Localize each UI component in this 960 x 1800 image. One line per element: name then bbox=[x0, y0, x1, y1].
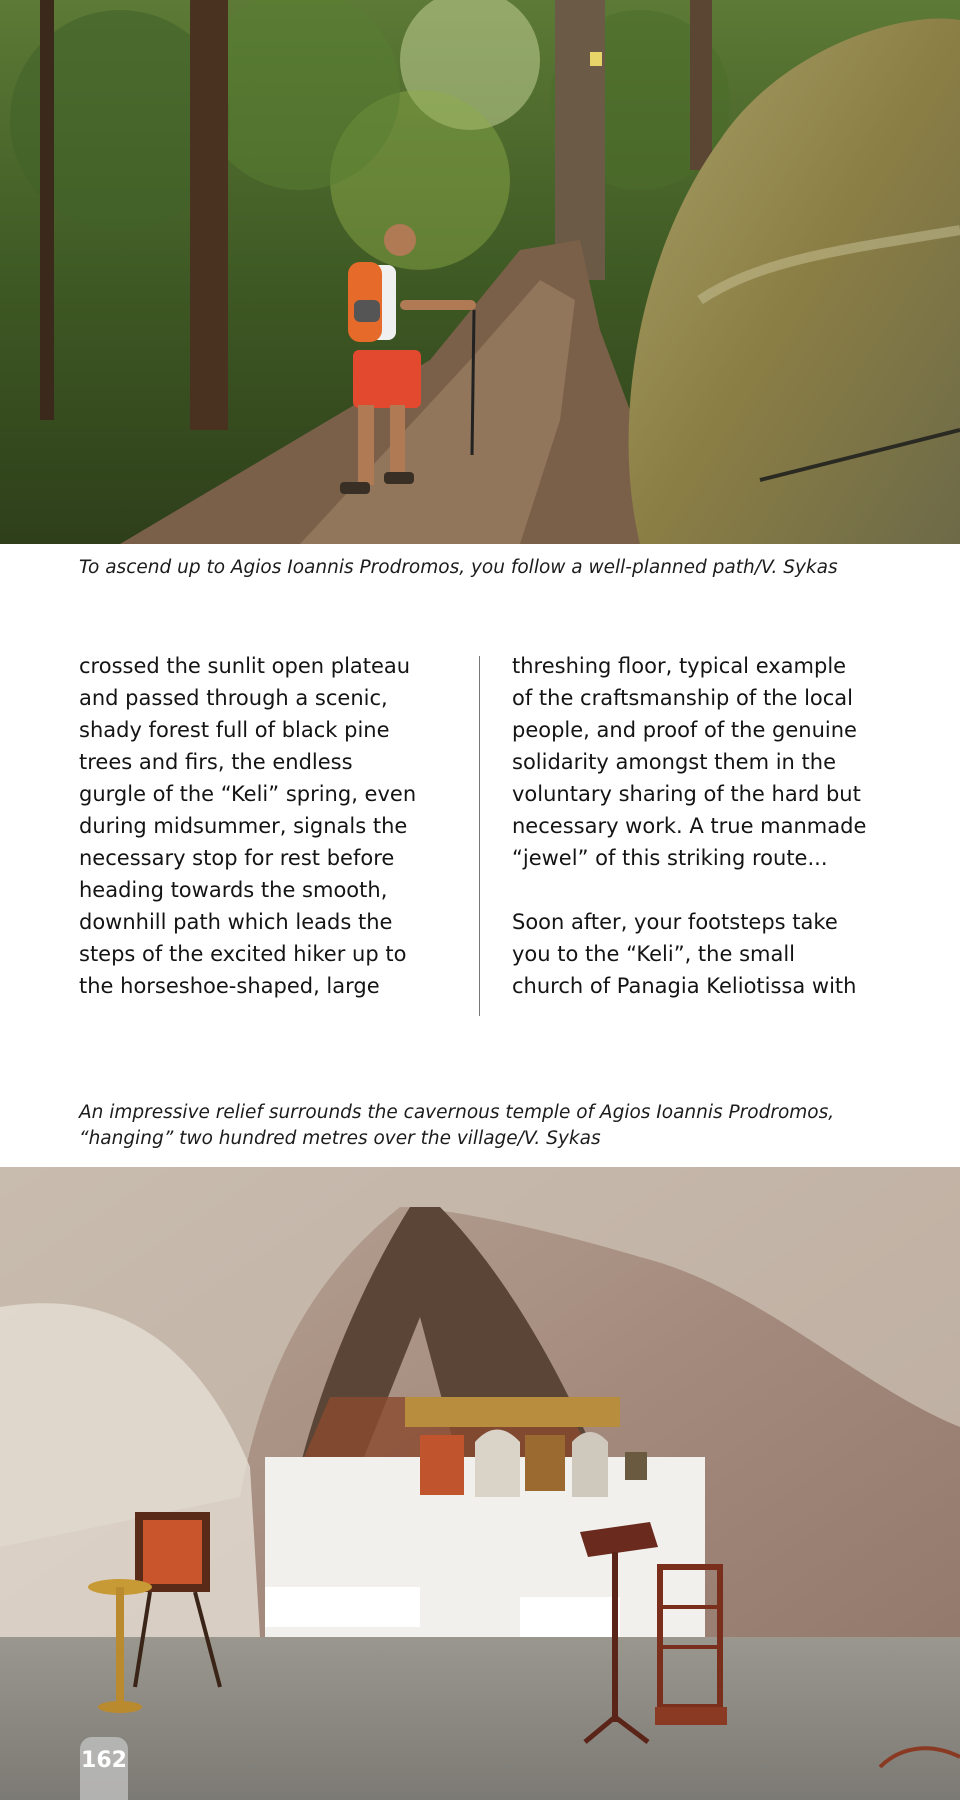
text-line: the horseshoe-shaped, large bbox=[79, 974, 380, 998]
text-line: heading towards the smooth, bbox=[79, 878, 388, 902]
text-line: during midsummer, signals the bbox=[79, 814, 408, 838]
cave-church-photo bbox=[0, 1167, 960, 1800]
text-line: church of Panagia Keliotissa with bbox=[512, 974, 857, 998]
bottom-photo-caption: An impressive relief surrounds the cavernous temple of Agios Ioannis Prodromos, “hanging” two hundred metres over the village/V. Sykas bbox=[79, 1102, 835, 1149]
text-line: crossed the sunlit open plateau bbox=[79, 654, 411, 678]
text-line: necessary work. A true manmade bbox=[512, 814, 867, 838]
text-line: downhill path which leads the bbox=[79, 910, 393, 934]
text-line: voluntary sharing of the hard but bbox=[512, 782, 861, 806]
column-divider bbox=[479, 656, 480, 1016]
text-line: threshing floor, typical example bbox=[512, 654, 847, 678]
hiker-forest-photo bbox=[0, 0, 960, 544]
top-photo-caption: To ascend up to Agios Ioannis Prodromos, you follow a well-planned path/V. Sykas bbox=[79, 557, 838, 578]
text-line: necessary stop for rest before bbox=[79, 846, 395, 870]
text-line: trees and firs, the endless bbox=[79, 750, 353, 774]
text-line: of the craftsmanship of the local bbox=[512, 686, 854, 710]
text-line: people, and proof of the genuine bbox=[512, 718, 857, 742]
paragraph bbox=[512, 906, 902, 1002]
text-line: “jewel” of this striking route... bbox=[512, 846, 828, 870]
paragraph bbox=[79, 650, 464, 1002]
text-line: Soon after, your footsteps take bbox=[512, 910, 838, 934]
paragraph bbox=[512, 650, 902, 874]
text-line: shady forest full of black pine bbox=[79, 718, 390, 742]
text-line: you to the “Keli”, the small bbox=[512, 942, 796, 966]
text-line: steps of the excited hiker up to bbox=[79, 942, 407, 966]
hiker-forest-illustration bbox=[0, 0, 960, 544]
text-line: and passed through a scenic, bbox=[79, 686, 388, 710]
text-line: solidarity amongst them in the bbox=[512, 750, 837, 774]
page-number: 162 bbox=[80, 1737, 128, 1800]
text-column-left bbox=[79, 650, 464, 1002]
text-line: gurgle of the “Keli” spring, even bbox=[79, 782, 417, 806]
cave-church-illustration bbox=[0, 1167, 960, 1800]
text-column-right bbox=[512, 650, 902, 1002]
